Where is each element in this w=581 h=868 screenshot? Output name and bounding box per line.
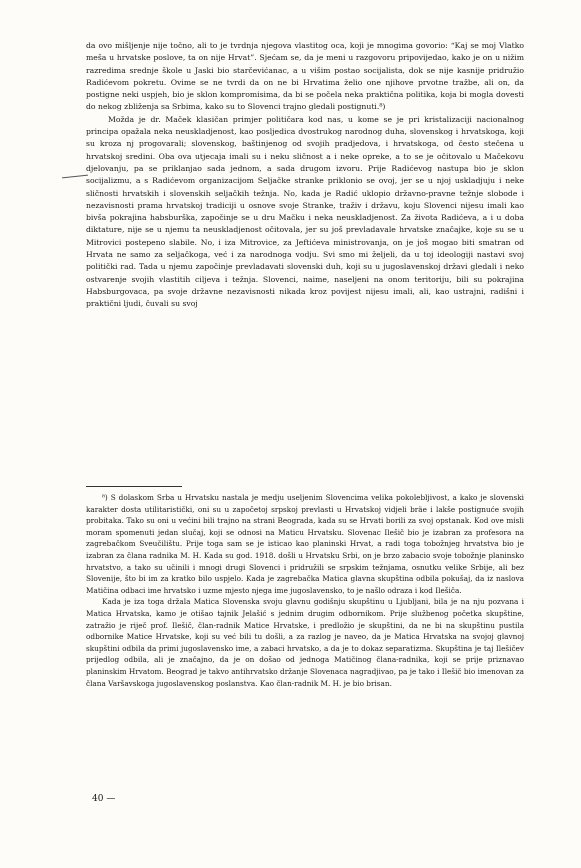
margin-pencil-mark xyxy=(62,175,88,179)
footnote-8-continuation: Kada je iza toga držala Matica Slovenska svoju glavnu godišnju skupštinu u Ljubljani, bila je na nju pozvana i Matica Hrvatska, kamo je otišao tajnik Jelašić s jednim drugim odbornikom. Prije službenog početka skupštine, zatražio je riječ prof. Ilešič, član-radnik Matice Hrvatske, i predložio je skupštini, da ne bi na skupštinu pustila odbornike Matice Hrvatske, koji su već bili tu došli, a za razlog je naveo, da je Matica Hrvatska na svojoj glavnoj skupštini odbila da primi jugoslavensko ime, a zabaci hrvatsko, a da je to dokaz separatizma. Skupština je taj Ilešičev prijedlog odbila, ali je značajno, da je on došao od jednoga Matičinog člana-radnika, koji se prije priznavao planinskim Hrvatom. Beograd je takvo antihrvatsko držanje Slovenaca nagradjivao, pa je tako i Ilešič bio imenovan za člana Varšavskoga jugoslavenskog poslanstva. Kao član-radnik M. H. je bio brisan. xyxy=(86,597,524,688)
footnote-8: ⁸) S dolaskom Srba u Hrvatsku nastala je medju useljenim Slovencima velika pokolebljivost, a kako je slovenski karakter dosta utilitaristički, oni su u započetoj srpskoj prevlasti u Hrvatskoj vidjeli bräe i lakše postignuće svojih probitaka. Tako su oni u većini bili trajno na strani Beograda, kada su se Hrvati borili za svoj opstanak. Kod ove misli moram spomenuti jedan slučaj, koji se odnosi na Maticu Hrvatsku. Slovenac Ilešič bio je izabran za profesora na zagrebačkom Sveučilištu. Prije toga sam se je isticao kao planinski Hrvat, a radi toga tobožnjeg hrvatstva bio je izabran za člana radnika M. H. Kada su god. 1918. došli u Hrvatsku Srbi, on je brzo zabacio svoje tobožnje planinsko hrvatstvo, a tako su učinili i mnogi drugi Slovenci i pridružili se srpskim težnjama, osnutku velike Srbije, ali bez Slovenije, što bi im za kratko bilo uspjelo. Kada je zagrebačka Matica glavna skupština odbila pokušaj, da iz naslova Matičina odbaci ime hrvatsko i uzme mjesto njega ime jugoslavensko, to je našlo odraza i kod Ilešiča. xyxy=(86,493,524,595)
body-paragraph-1: da ovo mišljenje nije točno, ali to je tvrdnja njegova vlastitog oca, koji je mnogima govorio: “Kaj se moj Vlatko meša u hrvatske poslove, ta on nije Hrvat”. Sjećam se, da je meni u razgovoru pripovijedao, kako je on u nižim razredima srednje škole u Jaski bio starčevićanac, a u višim postao socijalista, dok se nije kasnije pridružio Radićevom pokretu. Ovime se ne tvrdi da on ne bi Hrvatima želio one njihove prvotne tražbe, ali on, da postigne neki uspjeh, bio je sklon kompromisima, da bi se počela neka praktična politika, koja bi mogla dovesti do nekog zbliženja sa Srbima, kako su to Slovenci trajno gledali postignuti.⁸) xyxy=(86,41,524,112)
footnote-separator xyxy=(86,486,182,487)
body-paragraph-2: Možda je dr. Maček klasičan primjer političara kod nas, u kome se je pri kristalizaciji nacionalnog principa opažala neka neuskladjenost, kao posljedica dvostrukog narodnog duha, slovenskog i hrvatskoga, koji su kroza nj progovarali; slovenskog, baštinjenog od svojih pradjedova, i hrvatskoga, od često stečena u hrvatskoj sredini. Oba ova utjecaja imali su i neku sličnost a i neke opreke, a to se je očitovalo u Mačekovu djelovanju, pa se priklanjao sada jednom, a sada drugom izvoru. Prije Radićevog nastupa bio je sklon socijalizmu, a s Radićevom organizacijom Seljačke stranke priklonio se ovoj, jer se u njoj uskladjuju i neke sličnosti hrvatskih i slovenskih seljačkih težnja. No, kada je Radić uklopio državno-pravne težnje slobode i nezavisnosti prama hrvatskoj tradiciji u osnove svoje Stranke, traživ i državu, koju Slovenci nijesu imali kao bivša pokrajina habsburška, započinje se u dru Mačku i neka neuskladjenost. Za života Radićeva, a i u doba diktature, nije se u njemu ta neuskladjenost očitovala, jer su još prevladavale hrvatske značajke, koje su se u Mitrovici postepeno slabile. No, i iza Mitrovice, za Jeftićeva ministrovanja, on je još mogao biti smatran od Hrvata ne samo za seljačkoga, već i za narodnoga vodju. Svi smo mi željeli, da u toj ideologiji nastavi svoj politički rad. Tada u njemu započinje prevladavati slovenski duh, koji su u jugoslavenskoj državi gledali i neko ostvarenje svojih vlastitih ciljeva i težnja. Slovenci, naime, naseljeni na onom teritoriju, bili su pokrajina Habsburgovaca, pa svoje državne nezavisnosti nikada kroz povijest nijesu imali, ali, kao ustrajni, radišni i praktični ljudi, čuvali su svoj xyxy=(86,114,524,309)
main-text-column xyxy=(86,40,524,311)
page-number: 40 — xyxy=(92,794,116,804)
footnotes-block xyxy=(86,492,524,689)
